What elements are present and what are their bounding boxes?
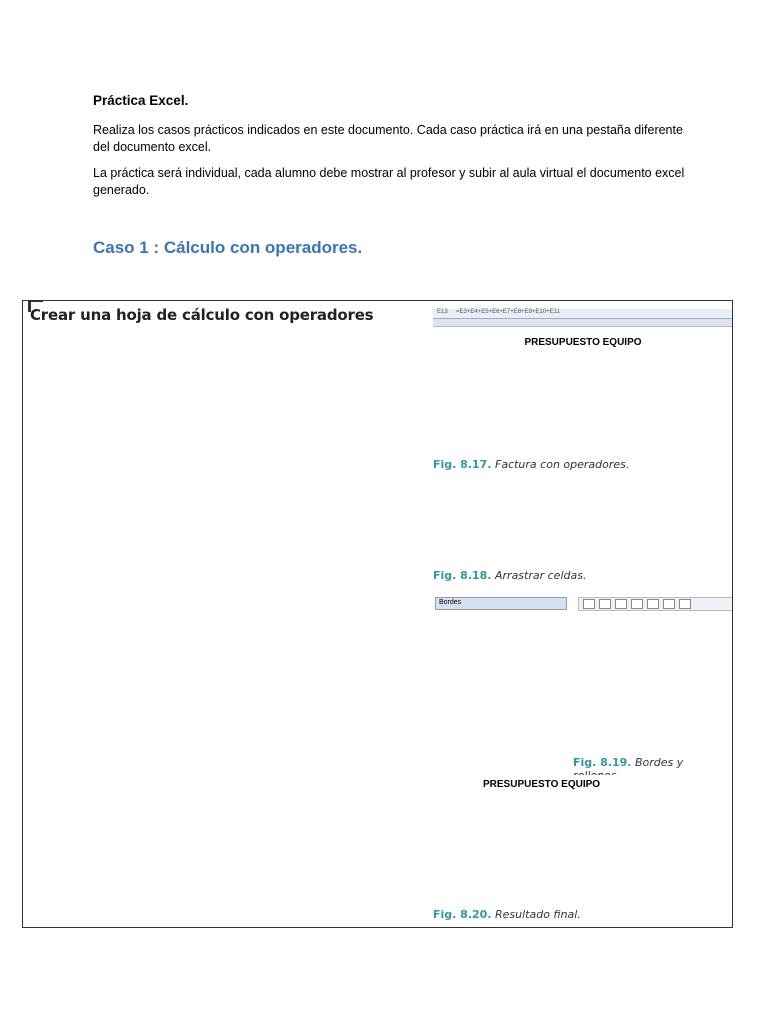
final-budget-title: PRESUPUESTO EQUIPO xyxy=(483,779,601,790)
cell-reference: E13 xyxy=(437,309,448,315)
formula-bar xyxy=(433,309,733,319)
figure-8-17 xyxy=(433,309,733,454)
column-headers xyxy=(433,319,733,327)
scan-heading: Crear una hoja de cálculo con operadores xyxy=(30,306,374,324)
font-toolbar xyxy=(578,597,733,611)
caption-8-18: Fig. 8.18. Arrastrar celdas. xyxy=(433,569,587,582)
borders-menu xyxy=(435,597,567,610)
instructions-paragraph: La práctica será individual, cada alumno debe mostrar al profesor y subir al aula virtual el documento excel generado. xyxy=(93,166,685,197)
formula-text: =E3+E4+E5+E6+E7+E8+E9+E10+E11 xyxy=(456,309,560,315)
borders-menu-title: Bordes xyxy=(436,598,566,609)
align-center-icon xyxy=(647,599,659,609)
borders-icon xyxy=(583,599,595,609)
fill-color-icon xyxy=(599,599,611,609)
figure-8-20 xyxy=(433,775,733,921)
case-heading: Caso 1 : Cálculo con operadores. xyxy=(93,238,363,257)
doc-title: Práctica Excel. xyxy=(93,93,189,108)
figure-8-18 xyxy=(433,483,733,568)
intro-paragraph: Realiza los casos prácticos indicados en este documento. Cada caso práctica irá en una pestaña diferente del documento excel. xyxy=(93,123,683,154)
align-left-icon xyxy=(631,599,643,609)
figure-8-19 xyxy=(433,597,733,772)
align-right-icon xyxy=(663,599,675,609)
caption-8-20: Fig. 8.20. Resultado final. xyxy=(433,908,581,921)
font-color-icon xyxy=(615,599,627,609)
caption-8-17: Fig. 8.17. Factura con operadores. xyxy=(433,458,630,471)
scanned-textbook-page xyxy=(22,300,733,928)
budget-title: PRESUPUESTO EQUIPO xyxy=(524,337,642,348)
caption-8-19: Fig. 8.19. Bordes y xyxy=(573,756,684,769)
indent-icon xyxy=(679,599,691,609)
